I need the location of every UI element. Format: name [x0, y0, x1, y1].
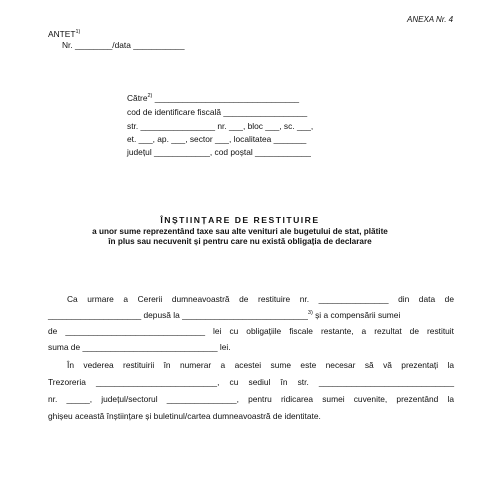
county-line: județul ____________, cod poștal ____________: [127, 147, 311, 157]
paragraph-2-line-4: ghișeu această înștiințare și buletinul/cartea dumneavoastră de identitate.: [48, 411, 321, 421]
antet-footnote: 1): [75, 29, 81, 36]
antet-text: ANTET: [48, 29, 76, 39]
document-title: ÎNȘTIINȚARE DE RESTITUIRE: [160, 215, 320, 225]
fiscal-code-line: cod de identificare fiscală __________________: [127, 107, 308, 117]
street-line: str. ________________ nr. ___, bloc ___, sc. ___,: [127, 121, 314, 131]
document-subtitle-line-1: a unor sume reprezentând taxe sau alte venituri ale bugetului de stat, plătite: [92, 227, 388, 236]
floor-line: et. ___, ap. ___, sector ___, localitatea _______: [127, 134, 307, 144]
paragraph-2-line-2: Trezoreria __________________________, cu sediul în str. _____________________________: [48, 377, 454, 387]
registration-number-line: Nr. ________/data ___________: [62, 40, 185, 50]
paragraph-1-line-4: suma de _____________________________ lei.: [48, 342, 231, 352]
catre-text: Către: [127, 93, 148, 103]
paragraph-1-line-3: de ______________________________ lei cu obligațiile fiscale restante, a rezultat de restituit: [48, 326, 454, 336]
paragraph-1-line-1: Ca urmare a Cererii dumneavoastră de restituire nr. _______________ din data de: [67, 294, 454, 304]
recipient-line: [127, 93, 299, 103]
footnote-3: 3): [307, 310, 313, 317]
document-subtitle-line-2: în plus sau necuvenit și pentru care nu există obligația de declarare: [108, 237, 372, 246]
catre-blank: _______________________________: [152, 93, 300, 103]
catre-footnote: 2): [147, 93, 153, 100]
letterhead-label: [48, 29, 80, 39]
paragraph-1-line-2: ____________________ depusă la ___________________________$^{3)}$ și a compensării sumei: [48, 310, 401, 320]
paragraph-2-line-1: În vederea restituirii în numerar a acestei sume este necesar să vă prezentați la: [67, 360, 454, 370]
paragraph-2-line-3: nr. _____, județul/sectorul _______________, pentru ridicarea sumei cuvenite, prezentând la: [48, 394, 454, 404]
annex-number: ANEXA Nr. 4: [407, 15, 454, 24]
